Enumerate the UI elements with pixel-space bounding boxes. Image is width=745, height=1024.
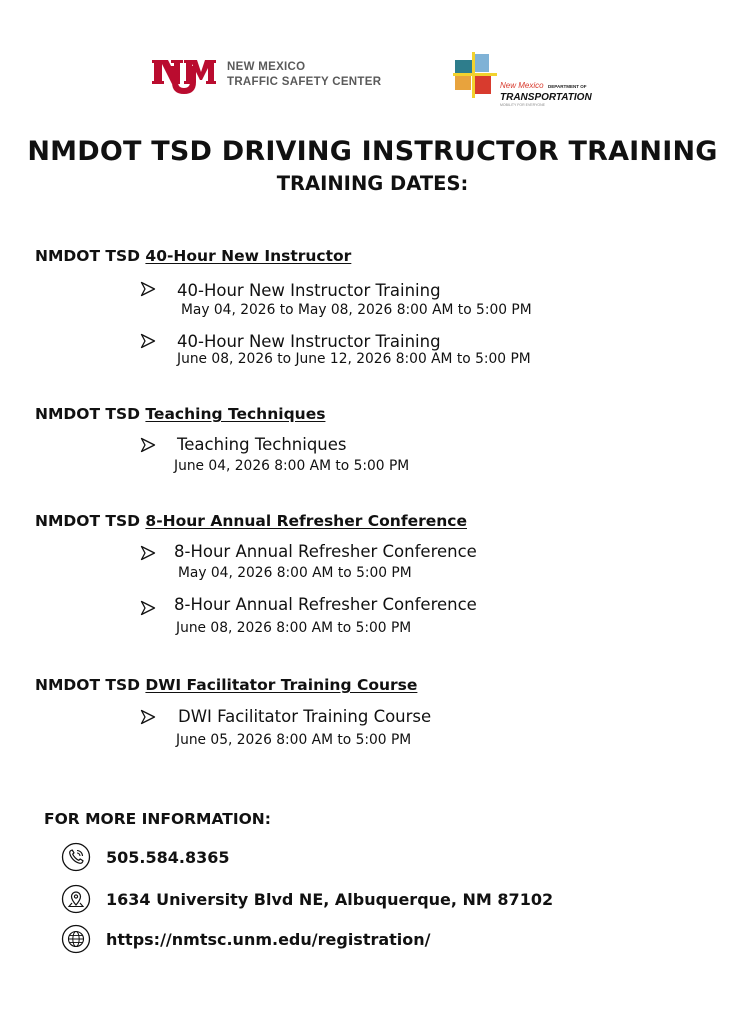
course-date: June 04, 2026 8:00 AM to 5:00 PM (174, 458, 410, 474)
section-prefix: NMDOT TSD (35, 405, 141, 423)
phone-number[interactable]: 505.584.8365 (106, 848, 230, 867)
org-line-1: NEW MEXICO (227, 61, 306, 73)
arrow-bullet-icon (140, 600, 156, 616)
section-heading-dwi-facilitator (35, 676, 417, 694)
arrow-bullet-icon (140, 333, 156, 349)
course-title: DWI Facilitator Training Course (178, 707, 432, 726)
course-date: May 04, 2026 to May 08, 2026 8:00 AM to 5:00 PM (181, 302, 532, 318)
course-title: 8-Hour Annual Refresher Conference (174, 595, 477, 614)
dot-brand: New Mexico (500, 81, 544, 90)
registration-link[interactable]: https://nmtsc.unm.edu/registration/ (106, 930, 431, 949)
location-pin-icon (61, 884, 91, 914)
phone-icon (61, 842, 91, 872)
course-date: June 08, 2026 to June 12, 2026 8:00 AM to 5:00 PM (177, 351, 531, 367)
arrow-bullet-icon (140, 545, 156, 561)
nmdot-logo (453, 52, 497, 98)
section-prefix: NMDOT TSD (35, 676, 141, 694)
course-title: Teaching Techniques (177, 435, 347, 454)
traffic-safety-center-name (227, 60, 381, 90)
section-heading-40-hour (35, 247, 351, 265)
course-title: 8-Hour Annual Refresher Conference (174, 542, 477, 561)
page-subtitle: TRAINING DATES: (276, 172, 469, 195)
arrow-bullet-icon (140, 281, 156, 297)
dot-tagline: MOBILITY FOR EVERYONE (500, 103, 545, 107)
course-date: May 04, 2026 8:00 AM to 5:00 PM (178, 565, 412, 581)
section-heading-teaching-techniques (35, 405, 325, 423)
section-prefix: NMDOT TSD (35, 247, 141, 265)
course-title: 40-Hour New Instructor Training (177, 332, 441, 351)
globe-icon (61, 924, 91, 954)
section-name: 40-Hour New Instructor (145, 247, 352, 265)
nmdot-wordmark (500, 75, 592, 107)
course-date: June 08, 2026 8:00 AM to 5:00 PM (176, 620, 412, 636)
page-title: NMDOT TSD DRIVING INSTRUCTOR TRAINING (27, 136, 718, 167)
more-info-heading: FOR MORE INFORMATION: (44, 810, 271, 828)
section-name: DWI Facilitator Training Course (145, 676, 418, 694)
course-date: June 05, 2026 8:00 AM to 5:00 PM (176, 732, 412, 748)
arrow-bullet-icon (140, 437, 156, 453)
arrow-bullet-icon (140, 709, 156, 725)
section-name: 8-Hour Annual Refresher Conference (145, 512, 467, 530)
address: 1634 University Blvd NE, Albuquerque, NM 87102 (106, 890, 554, 909)
section-name: Teaching Techniques (145, 405, 326, 423)
dot-department-of: DEPARTMENT OF (548, 84, 587, 89)
unm-logo (152, 52, 216, 96)
org-line-2: TRAFFIC SAFETY CENTER (227, 76, 382, 88)
course-title: 40-Hour New Instructor Training (177, 281, 441, 300)
dot-name: TRANSPORTATION (500, 92, 592, 103)
section-prefix: NMDOT TSD (35, 512, 141, 530)
section-heading-refresher-conference (35, 512, 467, 530)
